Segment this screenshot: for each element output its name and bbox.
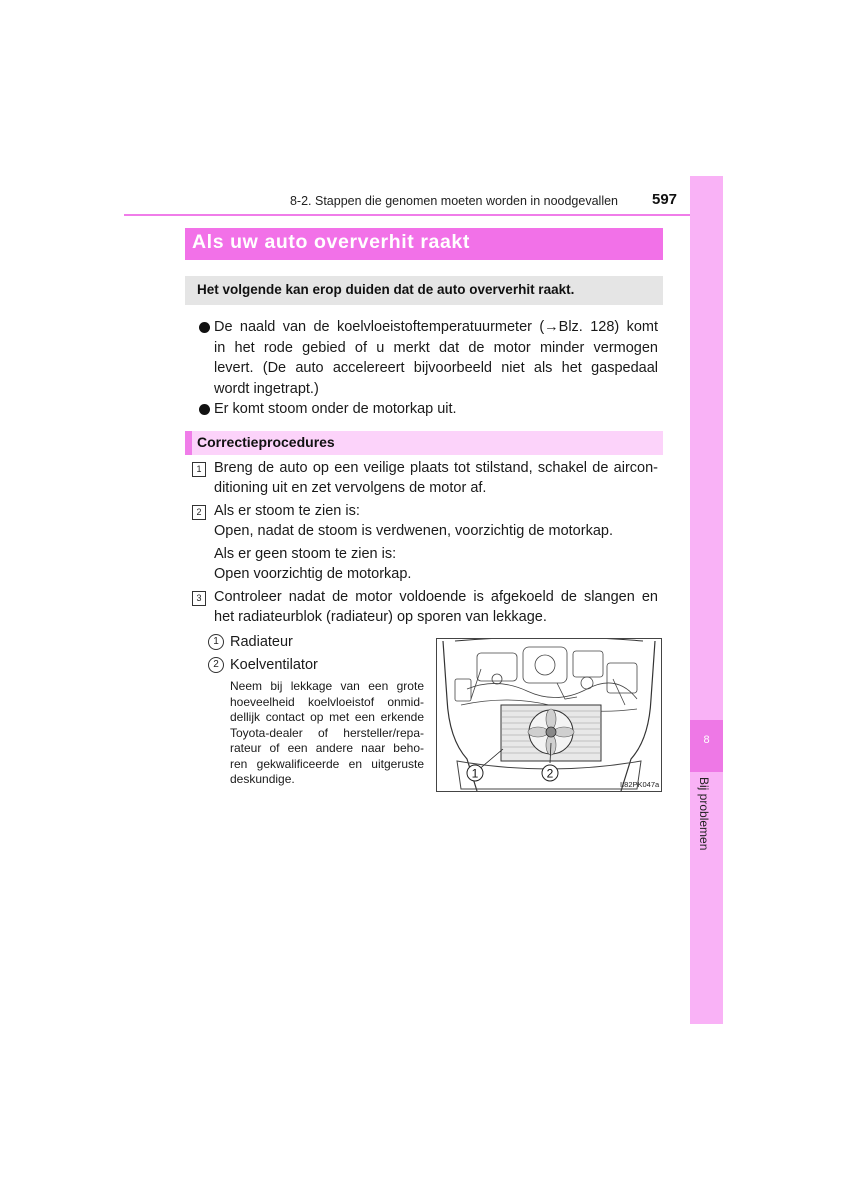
step-number-box: 3 [192,591,206,606]
figure-code: II82PK047a [620,780,660,789]
chapter-label-text: Bij problemen [697,777,711,851]
chapter-number-tab: 8 [690,720,723,772]
note-line: Neem bij lekkage van een grote [230,679,424,693]
step-number-box: 2 [192,505,206,520]
part-label-cooling-fan: Koelventilator [230,657,318,673]
note-line: hoeveelheid koelvloeistof onmid- [230,694,424,709]
step-2-line-2: Open, nadat de stoom is verdwenen, voorzichtig de motorkap. [214,523,613,539]
section-header-accent [185,431,192,455]
running-header: 8-2. Stappen die genomen moeten worden in noodgevallen [289,194,618,208]
step-1-line-1: Breng de auto op een veilige plaats tot stilstand, schakel de aircon- [214,460,658,476]
header-rule [124,214,690,216]
part-label-radiator: Radiateur [230,634,293,650]
leak-note [230,679,424,788]
bullet-1-line-3: levert. (De auto accelereert bijvoorbeeld niet als het gaspedaal [214,360,658,376]
page-number: 597 [652,191,678,208]
chapter-label [691,777,721,887]
bullet-1-line-4: wordt ingetrapt.) [214,381,319,397]
bullet-2-line-1: Er komt stoom onder de motorkap uit. [214,401,457,417]
note-line: deskundige. [230,772,295,786]
intro-text: Het volgende kan erop duiden dat de auto oververhit raakt. [197,282,575,297]
step-3-line-2: het radiateurblok (radiateur) op sporen van lekkage. [214,609,547,625]
bullet-dot [199,322,210,333]
section-title: Correctieprocedures [197,434,335,450]
chapter-side-tab [690,176,723,1024]
bullet-1-line-2: in het rode gebied of u merkt dat de motor minder vermogen [214,340,658,356]
engine-bay-figure [436,638,662,792]
engine-bay-illustration [437,639,661,791]
figure-callout-1: 1 [471,766,479,781]
note-line: Toyota-dealer of hersteller/repa- [230,725,424,740]
note-line: rateur of een andere naar beho- [230,741,424,755]
note-line: dellijk contact op met een erkende [230,710,424,724]
note-line: ren gekwalificeerde en uitgeruste [230,756,424,771]
bullet-dot [199,404,210,415]
part-number-circle: 1 [208,634,224,650]
step-2-line-4: Open voorzichtig de motorkap. [214,566,412,582]
figure-callout-2: 2 [546,766,554,781]
part-number-circle: 2 [208,657,224,673]
step-2-line-1: Als er stoom te zien is: [214,503,360,519]
step-3-line-1: Controleer nadat de motor voldoende is afgekoeld de slangen en [214,589,658,605]
step-2-line-3: Als er geen stoom te zien is: [214,546,397,562]
bullet-1-line-1: De naald van de koelvloeistoftemperatuurmeter (→Blz. 128) komt [214,319,658,335]
step-number-box: 1 [192,462,206,477]
page-title: Als uw auto oververhit raakt [192,231,470,253]
step-1-line-2: ditioning uit en zet vervolgens de motor af. [214,480,487,496]
